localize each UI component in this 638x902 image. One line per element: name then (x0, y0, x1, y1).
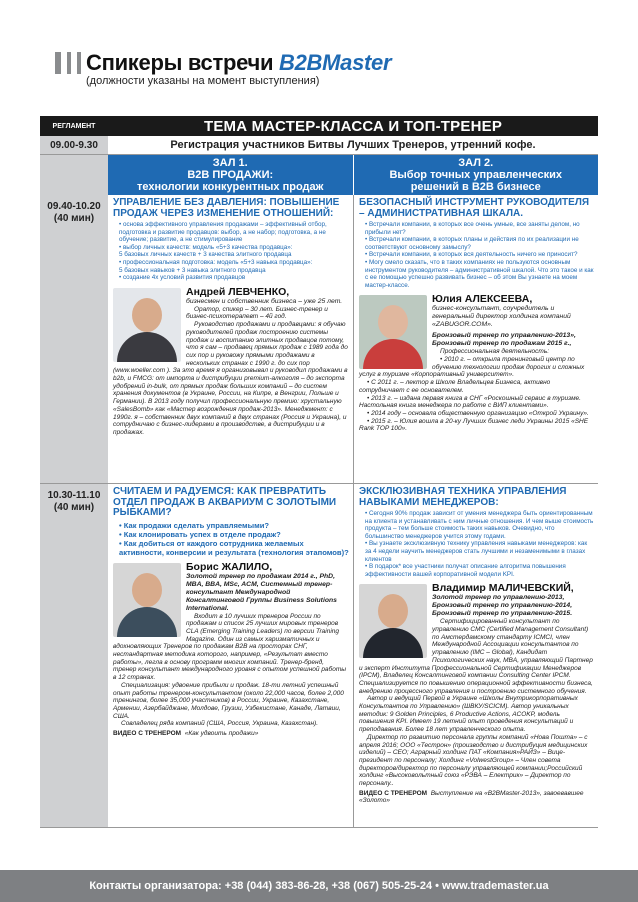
session-bullets: • основа эффективного управления продажами – эффективный отбор, подготовка и развитие продавцов: выбор, а не набор; подготовка, а не обучение; развитие, а не стимулирование • выбор личных качеств: модель «5+3 качества продавца»: 5 базовых личных качеств + 3 качества элитного продавца • профессиональная подготовка: модель «5+3 навыка продавца»: 5 базовых навыков + 3 навыка элитного продавца • создание 4х условий развития продавцов (119, 221, 327, 282)
speaker-role: бизнесмен и собственник бизнеса – уже 25 лет. (186, 297, 343, 305)
hall-2-session (353, 195, 598, 483)
schedule-table (40, 116, 598, 828)
speaker-bio: Сертифицированный консультант по управлению CMC (Certified Management Consultant) по Амстердамскому стандарту ICMCI, член Международной Ассоциации консультантов по управлению (IMC – Global), Кандидат Психологических наук, MBA, управляющий Партнер и эксперт Института Профессиональной Сертификации Менеджеров (IPCM), Владелец Консалтинговой компании Consulting Center IPCM. Специализируется по повышению операционной эффективности бизнеса, внедрению процессного управления и построению системного обучения. Автор и ведущий Первой в Украине «Школы Внутрикорпоративных Консультантов по Управлению» (ШВКУ/SCICM). Автор уникальных методик: 9 Golden Principles, 6 Productive Actions, ACOKP, модель повышения KPI. Имеет 19 летний опыт проведения консультаций и преподавания. Более 18 лет управленческого опыта. Директор по развитию персонала группы компаний «Нова Пошта» – с апреля 2016; ООО «Тестрон» (производство и дистрибуция медицинских изделий) – CEO; Аграрный холдинг ПАТ «Компания»РАЙЗ» – Вице-президент по персоналу; Холдинг «VolwestGroup» – Член совета директоров/директор по персоналу управляющей компании;Российский холдинг «Высоковольтный союз «РЭВА – Електрик» – Директор по персоналу.. (359, 618, 593, 788)
session-topic: УПРАВЛЕНИЕ БЕЗ ДАВЛЕНИЯ: ПОВЫШЕНИЕ ПРОДАЖ ЧЕРЕЗ ИЗМЕНЕНИЕ ОТНОШЕНИЙ: (113, 197, 340, 219)
session-topic: ЭКСКЛЮЗИВНАЯ ТЕХНИКА УПРАВЛЕНИЯ НАВЫКАМИ МЕНЕДЖЕРОВ: (359, 486, 567, 508)
speaker-photo (359, 584, 427, 658)
brand-name: B2BMaster (279, 50, 392, 75)
slot-time: 10.30-11.10 (40 мин) (40, 484, 108, 827)
speaker-bio: Входит в 10 лучших тренеров России по продажам и список 25 лучших мировых тренеров CLA (Emerging Training Leaders) по версии Training Magazine. Один из самых харизматичных и вдохновляющих Тренеров по продажам В2В на просторах СНГ, нестандартная методика которого, например, «Результат вместо работы», легла в основу программ многих компаний. Тренер-бренд, тренер консультант международного уровня с опытом успешной работы в 12 странах. Специализация: удвоение прибыли и продаж. 18-ти летний успешный опыт работы тренером-консультантом (около 22,000 часов, более 2,000 тренингов, более 35,000 участников) в России, Украине, Казахстане, Армении, Азербайджане, Молдове, Грузии, Узбекистане, Канаде, Латвии, США. Совладелец ряда компаний (США, Россия, Украина, Казахстан). (113, 612, 347, 728)
hall-2-header: ЗАЛ 2. Выбор точных управленческих решений в B2B бизнесе (353, 155, 599, 195)
hall-1-session (108, 195, 353, 483)
decorative-bars (55, 52, 81, 74)
registration-row (40, 136, 598, 155)
speaker-bio: Профессиональная деятельность: • 2010 г. – открыла тренинговый центр по обучению технологии продаж дорогих и сложных услуг в туризме «Корпоративный университет». • С 2011 г. – лектор в Школе Владельцев Бизнеса, активно сотрудничает с ее основателем. • 2013 г. – издана первая книга в СНГ «Роскошный сервис в туризме. Настольная книга менеджера по работе с ВИП клиентами». • 2014 году – основала общественную организацию «Открой Украину». • 2015 г. – Юлия вошла в 20-ку Лучших бизнес леди Украины 2015 «SHE Rank TOP 100». (359, 348, 589, 433)
speaker-bio: Оратор, спикер – 30 лет. Бизнес-тренер и бизнес-психотерапевт – 4й год. Руководство продажами и продавцами: я обучаю руководителей продаж построению системы продаж и воспитанию элитных продавцов потому, что я сам – продавец прямых продаж с 1989 года до сих пор и руковожу прямыми продажами в нескольких странах с 1990 г. до сих пор (www.woeller.com ). За это время я организовывал и руководил продажами в b2b, и FMCG: от импорта и дистрибуции premium-алкоголя – до экспорта удобрений in-bulk, от прямых продаж больших компаний – до систем хранения документов (в Украине, России, на Кипре, в Венгрии, Польше и Германии). В 2013 году получил профессиональную премию: хрустальную «SalesBomb» как «Мастер возрождения продаж-2013». Менеджмент: с 1990г. я – собственник двух компаний в двух странах (Россия и Украина), и сотрудничаю с бизнес-лидерами в производстве, в дистрибуции и в продажах. (113, 305, 348, 436)
page-subtitle: (должности указаны на момент выступления) (86, 75, 320, 87)
session-bullets: • Сегодня 90% продаж зависит от умения менеджера быть ориентированным на клиента и устанавливать с ним личные отношения. И чем выше стоимость продукта – тем больше стоимость таких навыков. Очевидно, что большинство менеджеров учится этому годами. • Вы узнаете эксклюзивную технику управления навыками менеджеров: как за 4 недели научить менеджеров стать лучшими и незаменимыми в глазах клиентов • В подарок* все участники получат описание алгоритма повышения эффективности вашей корпоративной модели KPI. (365, 510, 594, 578)
speaker-role: бизнес-консультант, соучредитель и генеральный директор холдинга компаний «ZABUGOR.COM». (432, 305, 571, 329)
page-title: Спикеры встречи B2BMaster (86, 50, 392, 75)
halls-row (40, 155, 598, 195)
speaker-block (359, 582, 594, 803)
speaker-role: Золотой тренер по продажам 2014 г., PhD, MBA, BBA, MSc, ACM, Системный тренер-консультант Международной Консалтинговой Группы Business Solutions International. (186, 572, 337, 612)
speaker-name: Юлия АЛЕКСЕЕВА, (432, 293, 533, 306)
session-topic: СЧИТАЕМ И РАДУЕМСЯ: КАК ПРЕВРАТИТЬ ОТДЕЛ ПРОДАЖ В АКВАРИУМ С ЗОЛОТЫМИ РЫБКАМИ? (113, 486, 337, 518)
session-bullets: • Встречали компании, в которых все очень умные, все заняты делом, но прибыли нет? • Встречали компании, в которых планы и действия по их реализации не соответствуют основному замыслу? • Встречали компании, в которых вся деятельность ничего не приносит? • Могу смело сказать, что в таких компаниях не пользуются основным инструментом руководителя – административной шкалой. Что это такое и как с ее помощью успешно развивать бизнес – об этом Вы узнаете на моем мастер-классе. (365, 221, 594, 289)
session-topic: БЕЗОПАСНЫЙ ИНСТРУМЕНТ РУКОВОДИТЕЛЯ – АДМИНИСТРАТИВНАЯ ШКАЛА. (359, 197, 590, 219)
table-header (40, 116, 598, 136)
registration-text: Регистрация участников Битвы Лучших Тренеров, утренний кофе. (170, 139, 536, 151)
speaker-role: Золотой тренер по управлению-2013, Бронзовый тренер по управлению-2014, Бронзовый тренер по управлению-2015. (432, 594, 573, 618)
speaker-photo (113, 563, 181, 637)
hall-2-session (353, 484, 598, 827)
topic-header: ТЕМА МАСТЕР-КЛАССА И ТОП-ТРЕНЕР (203, 117, 503, 135)
page-header (0, 0, 638, 100)
speaker-name: Андрей ЛЕВЧЕНКО, (186, 285, 290, 298)
registration-time: 09.00-9.30 (40, 136, 108, 154)
slot-time: 09.40-10.20 (40 мин) (40, 195, 108, 483)
speaker-awards: Бронзовый тренер по управлению-2013», Бронзовый тренер по продажам 2015 г., (432, 332, 576, 348)
time-slot-1 (40, 195, 598, 484)
speaker-block (359, 293, 594, 433)
speaker-photo (113, 288, 181, 362)
speaker-name: Владимир МАЛИЧЕВСКИЙ, (432, 582, 574, 595)
speaker-photo (359, 295, 427, 369)
session-bullets: • Как продажи сделать управляемыми? • Как клонировать успех в отделе продаж? • Как добиться от каждого сотрудника желаемых активности, конверсии и результата (технология этапомов)? (119, 520, 349, 557)
speaker-block (113, 286, 349, 437)
time-slot-2 (40, 484, 598, 828)
video-link[interactable]: ВИДЕО С ТРЕНЕРОМ Выступление на «B2BMaster-2013», завоевавшее «Золото» (359, 789, 584, 804)
reglament-header: РЕГЛАМЕНТ (52, 122, 96, 130)
hall-1-header: ЗАЛ 1. B2B ПРОДАЖИ: технологии конкурентных продаж (108, 155, 353, 195)
hall-1-session (108, 484, 353, 827)
speaker-name: Борис ЖАЛИЛО, (186, 560, 273, 573)
footer-contacts: Контакты организатора: +38 (044) 383-86-28, +38 (067) 505-25-24 • www.trademaster.ua (0, 870, 638, 902)
video-link[interactable]: ВИДЕО С ТРЕНЕРОМ «Как удвоить продажи» (113, 730, 259, 738)
speaker-block (113, 561, 349, 738)
